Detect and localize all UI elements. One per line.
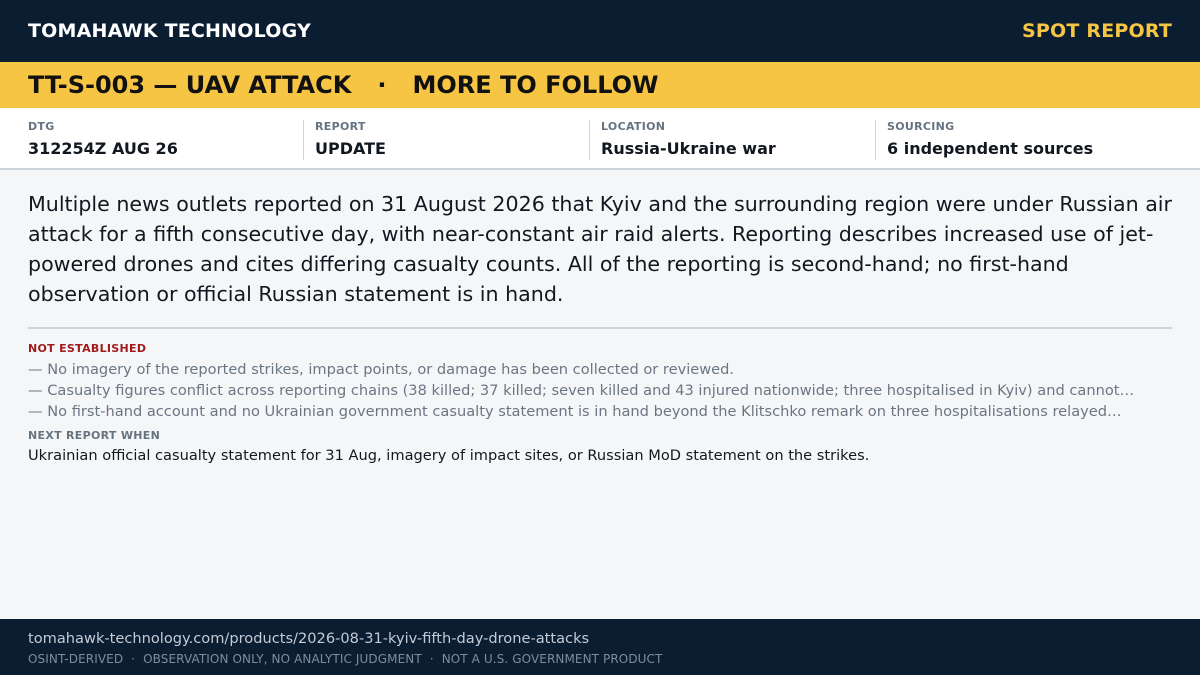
report-title-bar	[0, 62, 1200, 108]
meta-dtg	[28, 120, 178, 160]
footer	[0, 619, 1200, 675]
not-established-list	[28, 359, 1172, 422]
meta-report	[303, 120, 386, 160]
not-established-item: — No imagery of the reported strikes, impact points, or damage has been collected or reviewed.	[28, 361, 735, 378]
meta-value: 312254Z AUG 26	[28, 139, 178, 158]
report-status: MORE TO FOLLOW	[412, 71, 659, 99]
title-separator: ·	[377, 71, 387, 99]
footer-tag-separator: ·	[131, 652, 136, 666]
footer-tag: OSINT-DERIVED	[28, 652, 124, 666]
meta-value: UPDATE	[315, 139, 386, 158]
meta-location	[589, 120, 776, 160]
footer-tag: OBSERVATION ONLY, NO ANALYTIC JUDGMENT	[143, 652, 422, 666]
report-id-event: TT-S-003 — UAV ATTACK	[28, 71, 352, 99]
next-report-heading: NEXT REPORT WHEN	[28, 429, 161, 442]
meta-label: REPORT	[315, 120, 366, 133]
meta-label: DTG	[28, 120, 55, 133]
top-banner	[0, 0, 1200, 62]
meta-sourcing	[875, 120, 1093, 160]
footer-tag: NOT A U.S. GOVERNMENT PRODUCT	[441, 652, 663, 666]
footer-tags	[28, 652, 662, 666]
brand-name: TOMAHAWK TECHNOLOGY	[28, 20, 311, 42]
section-divider	[28, 327, 1172, 329]
report-meta-strip	[0, 108, 1200, 170]
report-summary: Multiple news outlets reported on 31 August 2026 that Kyiv and the surrounding region were under Russian air attack for a fifth consecutive day, with near-constant air raid alerts. Reporting describes increased use of jet-powered drones and cites differing casualty counts. All of the reporting is second-hand; no first-hand observation or official Russian statement is in hand.	[28, 192, 1172, 306]
meta-value: 6 independent sources	[887, 139, 1094, 158]
footer-url: tomahawk-technology.com/products/2026-08-31-kyiv-fifth-day-drone-attacks	[28, 630, 590, 647]
not-established-item: — Casualty figures conflict across reporting chains (38 killed; 37 killed; seven killed and 43 injured nationwide; three hospitalised in Kyiv) and cannot…	[28, 382, 1135, 399]
meta-value: Russia-Ukraine war	[601, 139, 776, 158]
footer-tag-separator: ·	[429, 652, 434, 666]
next-report-criteria: Ukrainian official casualty statement for 31 Aug, imagery of impact sites, or Russian MoD statement on the strikes.	[28, 447, 870, 464]
document-type-label: SPOT REPORT	[1022, 20, 1172, 42]
not-established-item: — No first-hand account and no Ukrainian government casualty statement is in hand beyond the Klitschko remark on three hospitalisations relayed…	[28, 403, 1122, 420]
meta-label: LOCATION	[601, 120, 666, 133]
meta-label: SOURCING	[887, 120, 955, 133]
not-established-heading: NOT ESTABLISHED	[28, 342, 147, 355]
